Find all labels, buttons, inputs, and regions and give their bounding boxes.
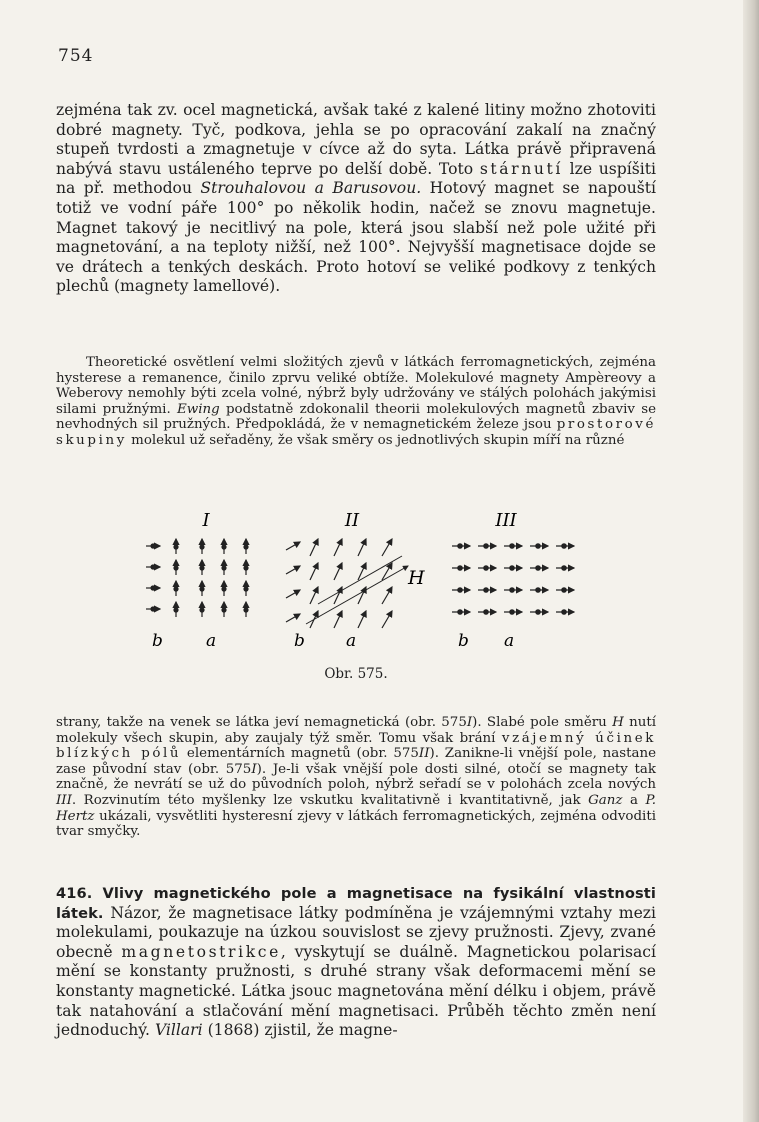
- paragraph-text: ukázali, vysvětliti hysteresní zjevy v látkách ferromagnetických, zejména odvoditi tvar smyčky.: [56, 808, 656, 840]
- field-label-h: H: [408, 567, 425, 589]
- paragraph-text: (1868) zjistil, že magne-: [202, 1021, 398, 1040]
- paragraph-text: Názor, že magnetisace látky podmíněna je vzájemnými vztahy mezi molekulami, poukazuje na úzkou souvislost se zjevy pružnosti. Zjevy, zvané obecně: [56, 903, 656, 961]
- paragraph-text: ). Zanikne-li vnější pole, nastane zase původní stav (obr. 575: [56, 746, 657, 777]
- panel-i-label-b: b: [152, 631, 163, 651]
- figure-ref: III: [56, 792, 72, 808]
- panel-i-magnets: [146, 539, 248, 617]
- paragraph-text: ). Je-li však vnější pole dosti silné, otočí se magnety tak značně, že nevrátí se už do původních poloh, nýbrž seřadí se v polohách zcela nových: [56, 761, 656, 793]
- paragraph-text: , vyskytují se duálně. Magnetickou polarisací mění se konstanty pružnosti, s druhé strany však deformacemi mění se konstanty magnetické. Látka jsouc magnetována mění délku i objem, právě tak natahování a stlačování mění magnetisaci. Průběh těchto změn není jednoduchý.: [56, 942, 657, 1040]
- spaced-term: vzájemný účinek blízkých pólů: [56, 730, 656, 762]
- figure-ref: I: [251, 761, 257, 777]
- figure-ref: I: [466, 715, 473, 730]
- italic-name: P. Hertz: [56, 792, 656, 824]
- spaced-term: prostorové skupiny: [56, 417, 656, 448]
- page-number: 754: [58, 46, 94, 66]
- page-edge: [743, 0, 759, 1122]
- figure-caption: Obr. 575.: [324, 666, 388, 682]
- panel-numeral-i: I: [202, 510, 210, 531]
- panel-ii-magnets: [286, 539, 408, 628]
- panel-i-label-a: a: [206, 631, 217, 651]
- italic-name: Ewing: [176, 401, 220, 417]
- paragraph-text: . Rozvinutím této myšlenky lze vskutku kvalitativně i kvantitativně, jak: [71, 792, 589, 808]
- panel-iii-label-b: b: [458, 631, 469, 651]
- panel-iii-label-a: a: [504, 631, 515, 651]
- paragraph-1: [56, 101, 656, 297]
- magnet-domain-diagram: [56, 506, 656, 666]
- spaced-term: stárnutí: [479, 159, 563, 178]
- panel-numeral-ii: II: [344, 510, 360, 531]
- paragraph-text: molekul už seřaděny, že však směry os jednotlivých skupin míří na různé: [126, 432, 625, 448]
- paragraph-text: nutí molekuly všech skupin, aby zaujaly týž směr. Tomu však brání: [56, 715, 656, 746]
- panel-numeral-iii: III: [495, 510, 517, 531]
- spaced-term: magnetostrikce: [121, 942, 281, 961]
- panel-iii-magnets: [452, 544, 574, 614]
- italic-name: Ganz: [588, 792, 623, 808]
- paragraph-text: elementárních magnetů (obr. 575: [181, 746, 419, 762]
- panel-ii-label-a: a: [346, 631, 357, 651]
- italic-names: Strouhalovou a Barusovou.: [200, 179, 422, 198]
- section-416: [56, 884, 656, 1041]
- paragraph-text: lze uspíšiti na př. methodou: [56, 159, 657, 198]
- paragraph-text: a: [622, 792, 646, 808]
- paragraph-2: [56, 355, 656, 449]
- paragraph-text: Hotový magnet se napouští totiž ve vodní páře 100° po několik hodin, načež se znovu magnetuje. Magnet takový je necitlivý na pole, která jsou slabší než pole užité při magnetování, a na teploty nižší, než 100°. Nejvyšší magnetisace dojde se ve drátech a tenkých deskách. Proto hotoví se veliké podkovy z tenkých plechů (magnety lamellové).: [56, 179, 656, 296]
- paragraph-3: [56, 715, 656, 840]
- paragraph-text: Theoretické osvětlení velmi složitých zjevů v látkách ferromagnetických, zejména hysterese a remanence, činilo zprvu veliké obtíže. Molekulové magnety Ampèreovy a Weberovy nemohly býti zcela volné, nýbrž byly udržovány ve stálých polohách jakýmisi silami pružnými.: [56, 355, 656, 417]
- paragraph-text: ). Slabé pole směru: [472, 715, 613, 730]
- italic-name: Villari: [154, 1021, 203, 1040]
- figure-ref: II: [418, 746, 430, 762]
- field-symbol: H: [612, 715, 624, 730]
- paragraph-text: zejména tak zv. ocel magnetická, avšak také z kalené litiny možno zhotoviti dobré magnety. Tyč, podkova, jehla se po opracování zakalí na značný stupeň tvrdosti a zmagnetuje v cívce až do syta. Látka právě připravená nabývá stavu ustáleného teprve po delší době. Toto: [56, 101, 656, 178]
- section-heading: 416. Vlivy magnetického pole a magnetisace na fysikální vlastnosti látek.: [56, 885, 656, 922]
- figure-575: [56, 506, 656, 696]
- panel-ii-label-b: b: [294, 631, 305, 651]
- paragraph-text: podstatně zdokonalil theorii molekulových magnetů zbaviv se nevhodných sil pružných. Předpokládá, že v nemagnetickém železe jsou: [56, 401, 657, 433]
- paragraph-text: strany, takže na venek se látka jeví nemagnetická (obr. 575: [56, 715, 467, 730]
